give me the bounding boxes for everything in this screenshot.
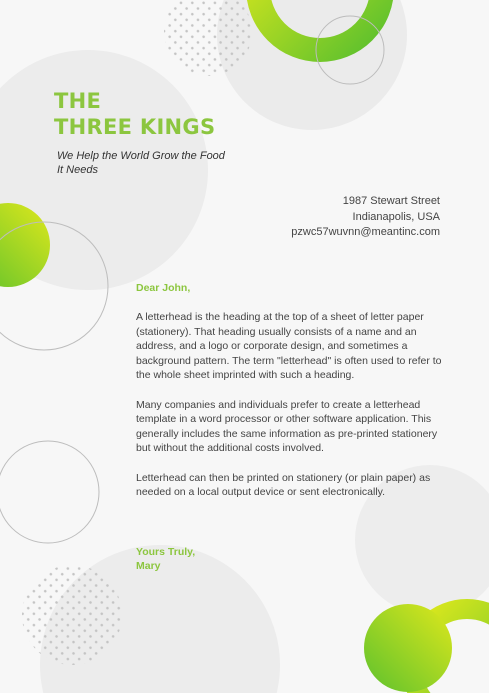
letter-closing: Yours Truly, xyxy=(136,546,196,558)
dot-pattern-bottom xyxy=(22,565,122,665)
address-email: pzwc57wuvnn@meantinc.com xyxy=(291,226,440,238)
company-tagline: We Help the World Grow the Food It Needs xyxy=(57,150,225,176)
address-street: 1987 Stewart Street xyxy=(342,195,440,207)
letter-paragraph: Letterhead can then be printed on stationery (or plain paper) as needed on a local output device or sent electronically. xyxy=(136,471,431,499)
company-name-line1: THE xyxy=(54,89,102,113)
letter-paragraph: A letterhead is the heading at the top of a sheet of letter paper (stationery). That heading usually consists of a name and an address, and a logo or corporate design, and sometimes a background pattern. The term "letterhead" is often used to refer to the whole sheet imprinted with such a heading. xyxy=(136,311,442,382)
letter-signoff xyxy=(136,545,195,573)
letter-signature: Mary xyxy=(136,560,161,572)
company-name-line2: THREE KINGS xyxy=(54,115,216,139)
gray-ring-mid-left xyxy=(0,441,99,543)
company-name xyxy=(54,88,215,140)
letter-greeting: Dear John, xyxy=(136,282,191,294)
letter-body xyxy=(136,310,442,514)
green-circle-bottom xyxy=(364,604,452,692)
address-city: Indianapolis, USA xyxy=(352,210,440,223)
address-block xyxy=(291,194,440,241)
letter-paragraph: Many companies and individuals prefer to create a letterhead template in a word processor or other software application. This generally includes the same information as pre-printed stationery but without the additional costs involved. xyxy=(136,398,438,455)
